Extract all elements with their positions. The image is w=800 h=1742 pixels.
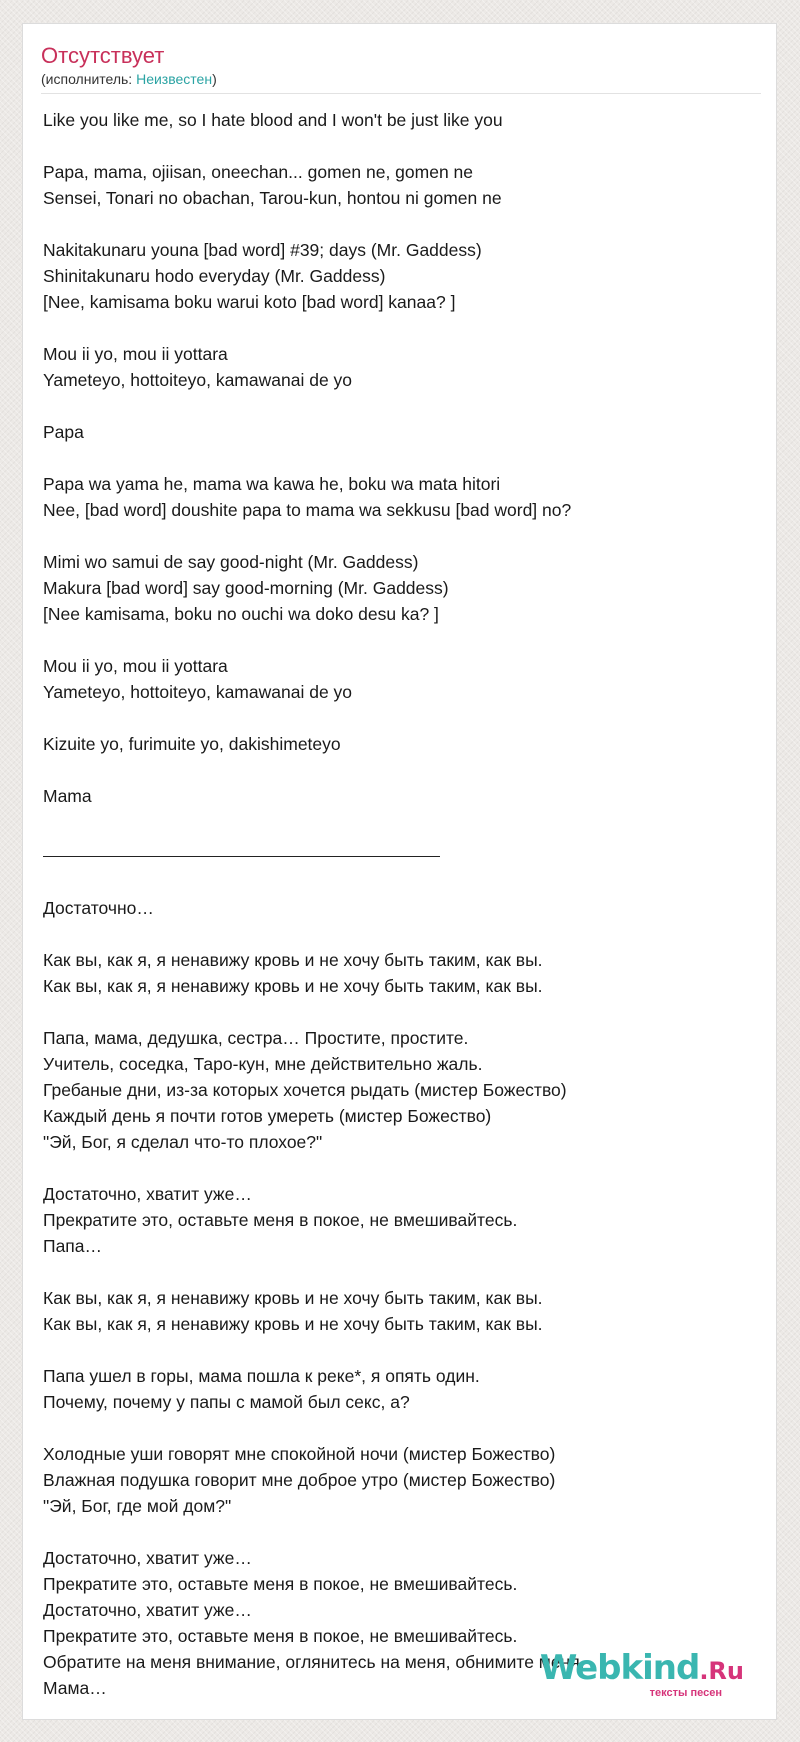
- artist-suffix: ): [212, 71, 217, 87]
- lyric-blank-line: [43, 211, 763, 237]
- lyric-blank-line: [43, 133, 763, 159]
- translated-lyrics: [43, 895, 763, 1701]
- lyric-line: Yameteyo, hottoiteyo, kamawanai de yo: [43, 370, 353, 390]
- translation-line: Учитель, соседка, Таро-кун, мне действительно жаль.: [43, 1054, 483, 1074]
- lyric-line: Mou ii yo, mou ii yottara: [43, 344, 228, 364]
- translation-line: Гребаные дни, из-за которых хочется рыдать (мистер Божество): [43, 1080, 567, 1100]
- translation-blank-line: [43, 1337, 763, 1363]
- lyric-line: Sensei, Tonari no obachan, Tarou-kun, hontou ni gomen ne: [43, 188, 502, 208]
- translation-line: Как вы, как я, я ненавижу кровь и не хочу быть таким, как вы.: [43, 976, 543, 996]
- lyric-line: Yameteyo, hottoiteyo, kamawanai de yo: [43, 682, 353, 702]
- original-lyrics: [43, 107, 763, 809]
- watermark-tagline: тексты песен: [649, 1687, 722, 1699]
- translation-line: Прекратите это, оставьте меня в покое, не вмешивайтесь.: [43, 1574, 518, 1594]
- lyrics-card: [22, 23, 777, 1720]
- lyric-line: Mama: [43, 786, 92, 806]
- watermark-logo: [539, 1648, 744, 1688]
- translation-blank-line: [43, 999, 763, 1025]
- translation-line: Мама…: [43, 1678, 107, 1698]
- lyric-blank-line: [43, 627, 763, 653]
- lyric-line: Papa wa yama he, mama wa kawa he, boku wa mata hitori: [43, 474, 501, 494]
- translation-line: "Эй, Бог, я сделал что-то плохое?": [43, 1132, 323, 1152]
- lyric-line: Nee, [bad word] doushite papa to mama wa sekkusu [bad word] no?: [43, 500, 572, 520]
- translation-line: Как вы, как я, я ненавижу кровь и не хочу быть таким, как вы.: [43, 1288, 543, 1308]
- translation-line: Достаточно, хватит уже…: [43, 1184, 252, 1204]
- translation-blank-line: [43, 921, 763, 947]
- translation-blank-line: [43, 1415, 763, 1441]
- translation-line: Холодные уши говорят мне спокойной ночи (мистер Божество): [43, 1444, 556, 1464]
- lyric-blank-line: [43, 315, 763, 341]
- lyric-line: Mou ii yo, mou ii yottara: [43, 656, 228, 676]
- translation-line: Достаточно, хватит уже…: [43, 1548, 252, 1568]
- lyric-blank-line: [43, 523, 763, 549]
- lyric-line: Like you like me, so I hate blood and I won't be just like you: [43, 110, 503, 130]
- lyric-line: [Nee, kamisama boku warui koto [bad word] kanaa? ]: [43, 292, 456, 312]
- song-header: [41, 43, 761, 88]
- lyric-line: Nakitakunaru youna [bad word] #39; days (Mr. Gaddess): [43, 240, 482, 260]
- artist-link[interactable]: Неизвестен: [136, 71, 213, 87]
- lyric-line: Shinitakunaru hodo everyday (Mr. Gaddess): [43, 266, 386, 286]
- lyric-line: [Nee kamisama, boku no ouchi wa doko desu ka? ]: [43, 604, 439, 624]
- translation-line: Достаточно…: [43, 898, 154, 918]
- translation-line: Папа, мама, дедушка, сестра… Простите, простите.: [43, 1028, 469, 1048]
- translation-blank-line: [43, 1519, 763, 1545]
- lyric-blank-line: [43, 445, 763, 471]
- watermark-domain: .Ru: [699, 1657, 744, 1685]
- translation-line: Прекратите это, оставьте меня в покое, не вмешивайтесь.: [43, 1626, 518, 1646]
- lyric-line: Kizuite yo, furimuite yo, dakishimeteyo: [43, 734, 341, 754]
- song-title: Отсутствует: [41, 43, 165, 68]
- translation-line: Папа…: [43, 1236, 103, 1256]
- translation-line: Почему, почему у папы с мамой был секс, а?: [43, 1392, 410, 1412]
- translation-line: Как вы, как я, я ненавижу кровь и не хочу быть таким, как вы.: [43, 950, 543, 970]
- header-divider: [41, 93, 761, 94]
- artist-line: [41, 70, 761, 88]
- lyric-line: Papa: [43, 422, 84, 442]
- watermark-name: Webkind: [539, 1648, 700, 1688]
- translation-line: Как вы, как я, я ненавижу кровь и не хочу быть таким, как вы.: [43, 1314, 543, 1334]
- translation-line: "Эй, Бог, где мой дом?": [43, 1496, 232, 1516]
- lyric-blank-line: [43, 757, 763, 783]
- lyric-blank-line: [43, 393, 763, 419]
- artist-prefix: (исполнитель:: [41, 71, 137, 87]
- lyric-line: Papa, mama, ojiisan, oneechan... gomen ne, gomen ne: [43, 162, 473, 182]
- translation-blank-line: [43, 1155, 763, 1181]
- lyric-line: Mimi wo samui de say good-night (Mr. Gaddess): [43, 552, 419, 572]
- translation-line: Обратите на меня внимание, оглянитесь на меня, обнимите меня.: [43, 1652, 585, 1672]
- translation-line: Прекратите это, оставьте меня в покое, не вмешивайтесь.: [43, 1210, 518, 1230]
- section-divider: [43, 856, 440, 857]
- translation-line: Папа ушел в горы, мама пошла к реке*, я опять один.: [43, 1366, 480, 1386]
- lyric-blank-line: [43, 705, 763, 731]
- translation-blank-line: [43, 1259, 763, 1285]
- translation-line: Каждый день я почти готов умереть (мистер Божество): [43, 1106, 492, 1126]
- translation-line: Влажная подушка говорит мне доброе утро (мистер Божество): [43, 1470, 556, 1490]
- lyric-line: Makura [bad word] say good-morning (Mr. Gaddess): [43, 578, 449, 598]
- site-watermark[interactable]: [539, 1648, 744, 1699]
- translation-line: Достаточно, хватит уже…: [43, 1600, 252, 1620]
